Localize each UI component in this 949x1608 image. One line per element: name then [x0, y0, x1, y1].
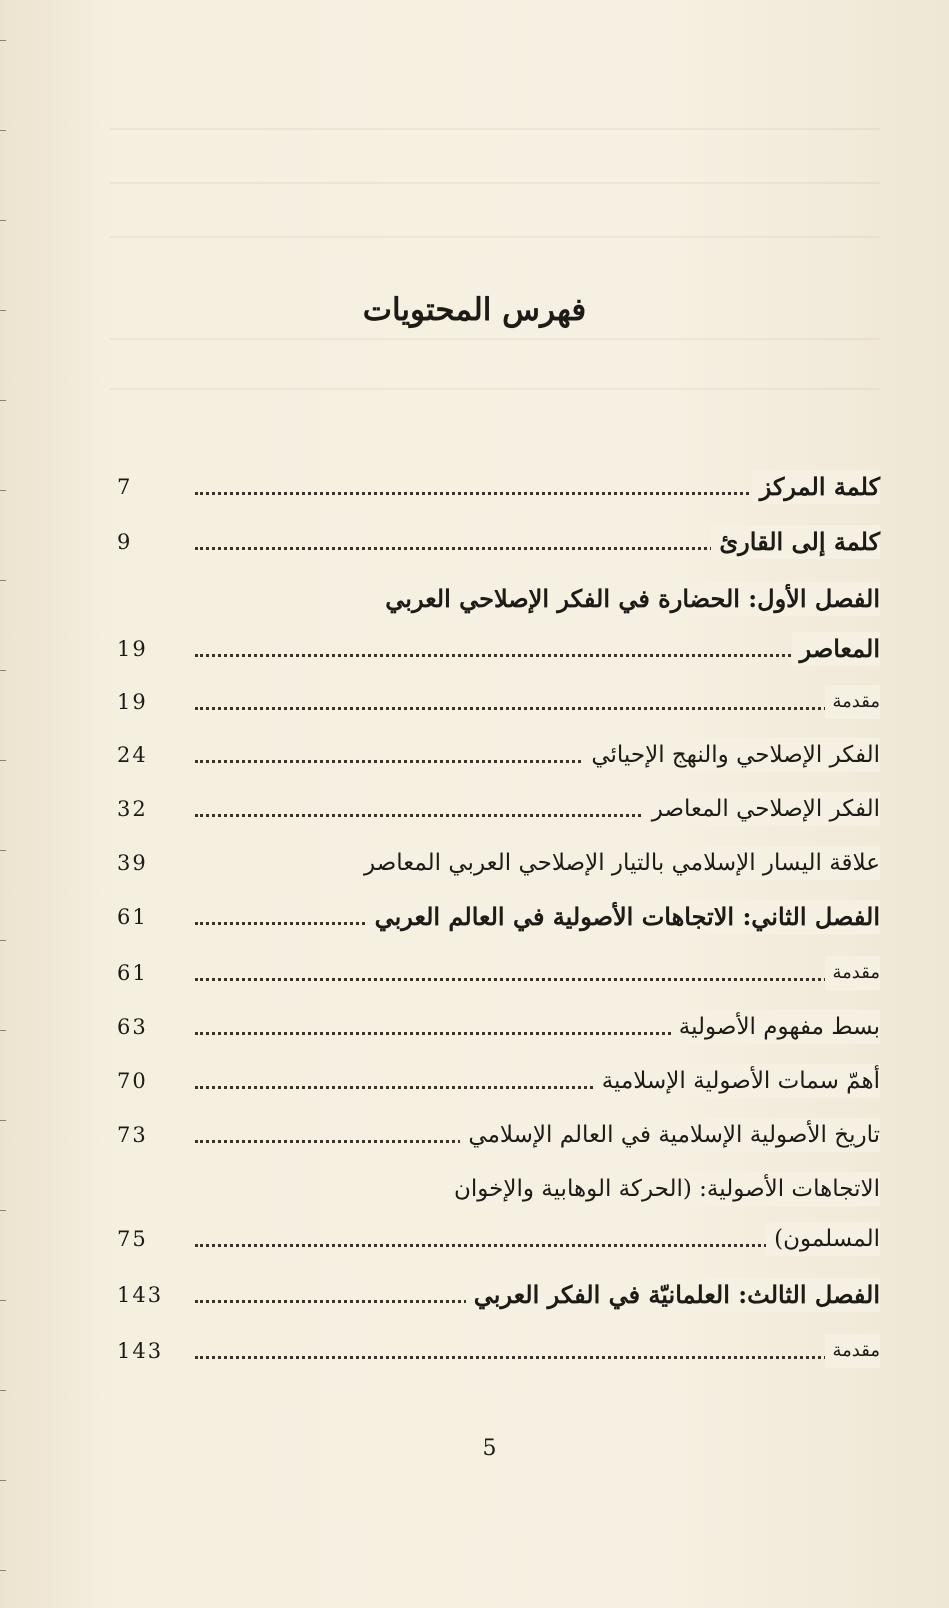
toc-entry-title: كلمة إلى القارئ: [711, 525, 880, 559]
toc-entry-title: المسلمون): [766, 1222, 880, 1256]
toc-entry-page: 7: [117, 475, 133, 499]
toc-entry: [117, 1064, 880, 1104]
toc-entry-page: 75: [117, 1227, 148, 1251]
toc-entry: [117, 900, 880, 940]
toc-entry: [117, 1010, 880, 1050]
toc-entry-title: أهمّ سمات الأصولية الإسلامية: [594, 1064, 880, 1098]
toc-entry: [117, 525, 880, 565]
toc-entry: [165, 582, 880, 622]
toc-entry: [117, 1222, 880, 1262]
toc-entry-title: مقدمة: [825, 1334, 881, 1368]
toc-entry: [117, 1118, 880, 1158]
toc-entry-title: الفكر الإصلاحي المعاصر: [644, 792, 880, 826]
toc-entry: [117, 738, 880, 778]
toc-entry-title: مقدمة: [825, 956, 881, 990]
toc-entry-page: 32: [117, 797, 148, 821]
toc-entry: [117, 846, 880, 886]
toc-entry-title: الفصل الأول: الحضارة في الفكر الإصلاحي العربي: [377, 582, 880, 616]
toc-entry-page: 24: [117, 743, 148, 767]
toc-entry-page: 61: [117, 961, 148, 985]
toc-entry-page: 19: [117, 690, 148, 714]
toc-entry-title: تاريخ الأصولية الإسلامية في العالم الإسلامي: [460, 1118, 880, 1152]
toc-entry: [117, 685, 880, 725]
toc-entry-page: 73: [117, 1123, 148, 1147]
toc-entry: [117, 956, 880, 996]
toc-entry: [117, 792, 880, 832]
toc-entry-title: المعاصر: [792, 632, 880, 666]
toc-entry-title: بسط مفهوم الأصولية: [671, 1010, 880, 1044]
toc-entry-page: 143: [117, 1283, 164, 1307]
toc-entry-page: 63: [117, 1015, 148, 1039]
page-number: 5: [482, 1436, 497, 1461]
toc-entry-title: كلمة المركز: [752, 470, 880, 504]
toc-entry: [117, 1334, 880, 1374]
page-edge-marks: [0, 0, 8, 1608]
toc-entry-page: 61: [117, 905, 148, 929]
toc-entry-title: مقدمة: [825, 685, 881, 719]
toc-entry-title: الفصل الثالث: العلمانيّة في الفكر العربي: [466, 1278, 880, 1312]
toc-entry-page: 9: [117, 530, 133, 554]
toc-entry: [165, 1172, 880, 1212]
toc-entry-page: 19: [117, 637, 148, 661]
toc-entry: [117, 632, 880, 672]
page-title: فهرس المحتويات: [362, 292, 587, 328]
toc-entry: [117, 470, 880, 510]
toc-entry: [117, 1278, 880, 1318]
toc-entry-page: 39: [117, 851, 148, 875]
toc-entry-title: الفكر الإصلاحي والنهج الإحيائي: [583, 738, 880, 772]
toc-entry-title: الاتجاهات الأصولية: (الحركة الوهابية والإخوان: [446, 1172, 880, 1206]
toc-entry-page: 143: [117, 1339, 164, 1363]
toc-entry-title: الفصل الثاني: الاتجاهات الأصولية في العالم العربي: [367, 900, 880, 934]
toc-entry-title: علاقة اليسار الإسلامي بالتيار الإصلاحي العربي المعاصر: [356, 846, 880, 880]
toc-entry-page: 70: [117, 1069, 148, 1093]
